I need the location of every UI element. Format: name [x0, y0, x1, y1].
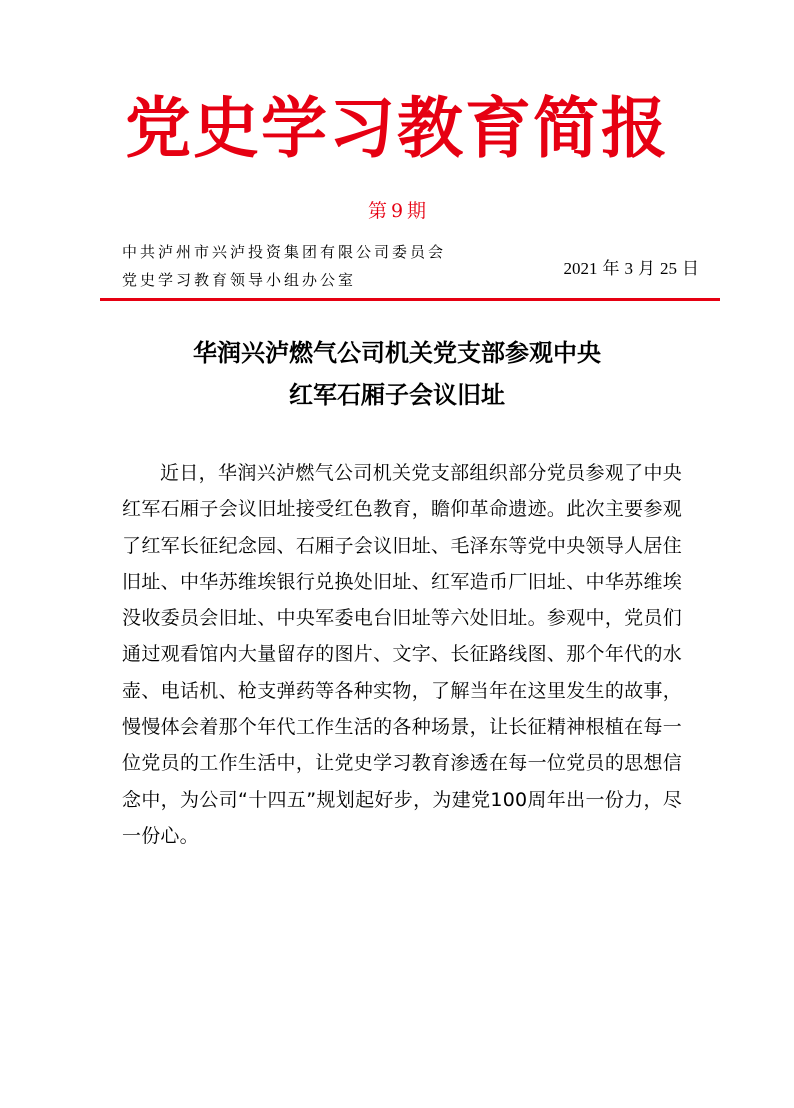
date-year-unit: 年: [602, 259, 620, 278]
article-title: [0, 332, 794, 416]
date-year: 2021: [563, 259, 598, 278]
header-divider: [100, 298, 720, 301]
issue-number-value: 9: [390, 200, 404, 222]
issue-date: [564, 255, 700, 283]
date-day: 25: [660, 259, 677, 278]
issuing-organization: [122, 238, 446, 294]
org-line-2: 党史学习教育领导小组办公室: [122, 271, 357, 289]
masthead-title: 党史学习教育简报: [125, 89, 669, 167]
article-title-line-2: 红军石厢子会议旧址: [289, 380, 505, 409]
issue-number: [0, 198, 794, 224]
issue-prefix: 第: [367, 200, 387, 222]
date-month-unit: 月: [638, 259, 655, 278]
article-paragraph: 近日，华润兴泸燃气公司机关党支部组织部分党员参观了中央红军石厢子会议旧址接受红色教育，瞻仰革命遗迹。此次主要参观了红军长征纪念园、石厢子会议旧址、毛泽东等党中央领导人居住旧址、中华苏维埃银行兑换处旧址、红军造币厂旧址、中华苏维埃没收委员会旧址、中央军委电台旧址等六处旧址。参观中，党员们通过观看馆内大量留存的图片、文字、长征路线图、那个年代的水壶、电话机、枪支弹药等各种实物，了解当年在这里发生的故事，慢慢体会着那个年代工作生活的各种场景，让长征精神根植在每一位党员的工作生活中，让党史学习教育渗透在每一位党员的思想信念中，为公司“十四五”规划起好步，为建党100周年出一份力，尽一份心。: [122, 462, 682, 847]
org-line-1: 中共泸州市兴泸投资集团有限公司委员会: [122, 243, 447, 261]
date-day-unit: 日: [682, 259, 699, 278]
date-month: 3: [624, 259, 633, 278]
article-title-line-1: 华润兴泸燃气公司机关党支部参观中央: [193, 338, 601, 367]
issue-suffix: 期: [407, 200, 427, 222]
article-body: [122, 455, 682, 854]
